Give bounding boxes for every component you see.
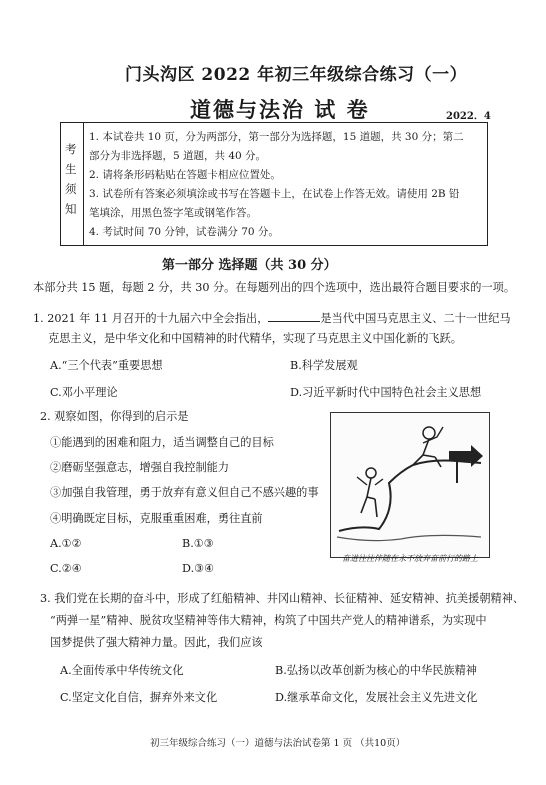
q2-option-b: B.①③ bbox=[182, 537, 214, 550]
question-1-text: 是当代中国马克思主义、二十一世纪马 bbox=[320, 312, 511, 325]
cartoon-drawing bbox=[331, 413, 489, 557]
q1-option-b: B.科学发展观 bbox=[290, 359, 358, 372]
q2-statement: ②磨砺坚强意志，增强自我控制能力 bbox=[50, 461, 230, 474]
q1-option-d: D.习近平新时代中国特色社会主义思想 bbox=[290, 386, 482, 399]
candidate-notice-box bbox=[60, 122, 488, 246]
notice-label-char: 考 bbox=[65, 142, 77, 156]
question-1-line bbox=[33, 310, 511, 326]
q2-option-c: C.②④ bbox=[50, 562, 82, 575]
q2-option-a: A.①② bbox=[50, 537, 82, 550]
q1-option-c: C.邓小平理论 bbox=[50, 386, 118, 399]
question-3-line: “两弹一星”精神、脱贫攻坚精神等伟大精神，构筑了中国共产党人的精神谱系，为实现中 bbox=[50, 614, 487, 627]
notice-line: 部分为非选择题，5 道题，共 40 分。 bbox=[89, 150, 267, 162]
question-2-stem: 2. 观察如图，你得到的启示是 bbox=[40, 410, 189, 423]
q2-statement: ①能遇到的困难和阻力，适当调整自己的目标 bbox=[50, 436, 274, 449]
question-1-text: 1. 2021 年 11 月召开的十九届六中全会指出， bbox=[33, 312, 269, 325]
notice-label-column bbox=[61, 123, 84, 245]
q3-option-b: B.弘扬以改革创新为核心的中华民族精神 bbox=[275, 664, 477, 677]
subject-title: 道德与法治 试 卷 bbox=[190, 97, 370, 122]
exam-title: 门头沟区 2022 年初三年级综合练习（一） bbox=[125, 65, 468, 85]
notice-label-char: 须 bbox=[65, 182, 77, 196]
q3-option-a: A.全面传承中华传统文化 bbox=[60, 664, 184, 677]
section-intro: 本部分共 15 题，每题 2 分，共 30 分。在每题列出的四个选项中，选出最符合题目要求的一项。 bbox=[33, 281, 516, 294]
cartoon-illustration bbox=[330, 412, 490, 558]
notice-line: 4. 考试时间 70 分钟，试卷满分 70 分。 bbox=[89, 226, 279, 238]
q1-option-a: A.“三个代表”重要思想 bbox=[50, 359, 163, 372]
question-3-line: 3. 我们党在长期的奋斗中，形成了红船精神、井冈山精神、长征精神、延安精神、抗美援朝精神、 bbox=[40, 592, 525, 605]
q2-statement: ④明确既定目标，克服重重困难，勇往直前 bbox=[50, 512, 263, 525]
q2-statement: ③加强自我管理，勇于放弃有意义但自己不感兴趣的事 bbox=[50, 486, 319, 499]
notice-line: 1. 本试卷共 10 页，分为两部分，第一部分为选择题，15 道题，共 30 分；第二 bbox=[89, 131, 464, 143]
notice-label-char: 知 bbox=[65, 202, 77, 216]
exam-date: 2022．4 bbox=[446, 111, 491, 122]
q3-option-c: C.坚定文化自信，摒弃外来文化 bbox=[60, 691, 218, 704]
cartoon-caption: 奋进往往伴随在永不放弃奋前行的路上 bbox=[342, 554, 478, 563]
notice-line: 2. 请将条形码粘贴在答题卡相应位置处。 bbox=[89, 169, 281, 181]
section-heading: 第一部分 选择题（共 30 分） bbox=[162, 258, 337, 273]
notice-label-char: 生 bbox=[65, 162, 77, 176]
page-footer: 初三年级综合练习（一）道德与法治试卷第 1 页 （共10页） bbox=[150, 738, 406, 749]
question-1-line: 克思主义，是中华文化和中国精神的时代精华，实现了马克思主义中国化新的飞跃。 bbox=[48, 332, 462, 345]
notice-line: 笔填涂，用黑色签字笔或钢笔作答。 bbox=[89, 207, 257, 219]
q2-option-d: D.③④ bbox=[182, 562, 215, 575]
notice-line: 3. 试卷所有答案必须填涂或书写在答题卡上，在试卷上作答无效。请使用 2B 铅 bbox=[89, 188, 460, 200]
answer-blank bbox=[268, 311, 320, 322]
q3-option-d: D.继承革命文化，发展社会主义先进文化 bbox=[275, 691, 478, 704]
question-3-line: 国梦提供了强大精神力量。因此，我们应该 bbox=[50, 636, 263, 649]
